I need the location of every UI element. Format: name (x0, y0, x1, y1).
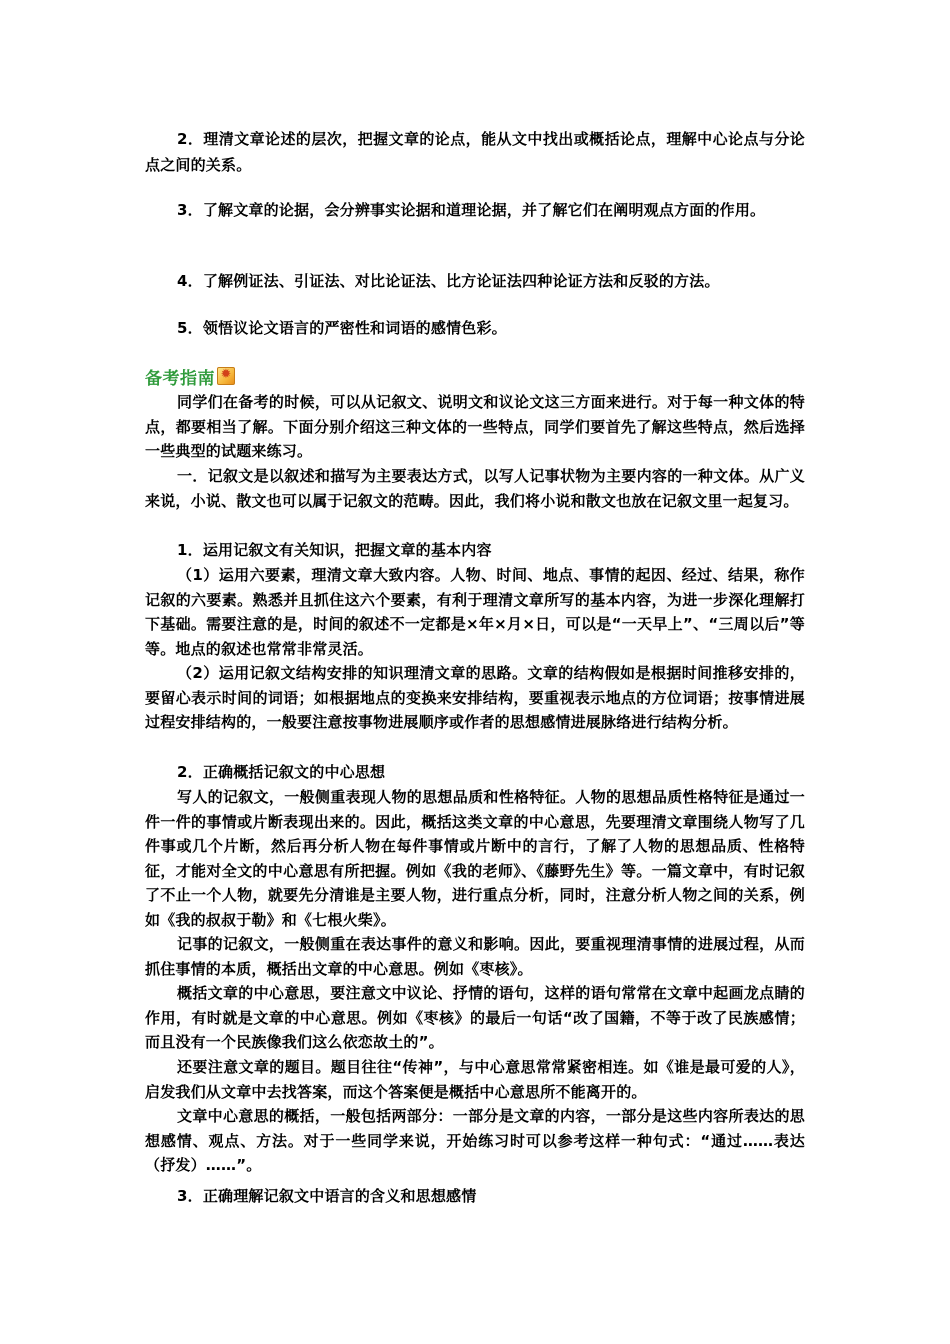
character-narrative-paragraph: 写人的记叙文，一般侧重表现人物的思想品质和性格特征。人物的思想品质性格特征是通过一件一件的事情或片断表现出来的。因此，概括这类文章的中心意思，先要理清文章围绕人物写了几件事或几个片断，然后再分析人物在每件事情或片断中的言行，了解了人物的思想品质、性格特征，才能对全文的中心意思有所把握。例如《我的老师》、《藤野先生》等。一篇文章中，有时记叙了不止一个人物，就要先分清谁是主要人物，进行重点分析，同时，注意分析人物之间的关系，例如《我的叔叔于勒》和《七根火柴》。 (145, 788, 805, 929)
six-elements-paragraph: （1）运用六要素，理清文章大致内容。人物、时间、地点、事情的起因、经过、结果，称作记叙的六要素。熟悉并且抓住这六个要素，有利于理清文章所写的基本内容，为进一步深化理解打下基础。需要注意的是，时间的叙述不一定都是×年×月×日，可以是“一天早上”、“三周以后”等等。地点的叙述也常常非常灵活。 (145, 566, 805, 658)
summarize-central-idea-paragraph: 概括文章的中心意思，要注意文中议论、抒情的语句，这样的语句常常在文章中起画龙点睛的作用，有时就是文章的中心意思。例如《枣核》的最后一句话“改了国籍，不等于改了民族感情；而且没有一个民族像我们这么依恋故土的”。 (145, 984, 805, 1051)
subheading-language-meaning: 3．正确理解记叙文中语言的含义和思想感情 (177, 1187, 477, 1205)
guide-intro-paragraph: 同学们在备考的时候，可以从记叙文、说明文和议论文这三方面来进行。对于每一种文体的特点，都要相当了解。下面分别介绍这三种文体的一些特点，同学们要首先了解这些特点，然后选择一些典型的试题来练习。 (145, 393, 805, 460)
title-attention-paragraph: 还要注意文章的题目。题目往往“传神”，与中心意思常常紧密相连。如《谁是最可爱的人》，启发我们从文章中去找答案，而这个答案便是概括中心意思所不能离开的。 (145, 1058, 805, 1101)
subheading-central-idea: 2．正确概括记叙文的中心思想 (177, 763, 386, 781)
event-narrative-paragraph: 记事的记叙文，一般侧重在表达事件的意义和影响。因此，要重视理清事情的进展过程，从而抓住事情的本质，概括出文章的中心意思。例如《枣核》。 (145, 935, 805, 978)
study-item-2: 2．理清文章论述的层次，把握文章的论点，能从文中找出或概括论点，理解中心论点与分论点之间的关系。 (145, 130, 805, 174)
section-heading (145, 364, 235, 388)
narrative-definition-paragraph: 一．记叙文是以叙述和描写为主要表达方式，以写人记事状物为主要内容的一种文体。从广义来说，小说、散文也可以属于记叙文的范畴。因此，我们将小说和散文也放在记叙文里一起复习。 (145, 467, 805, 510)
study-item-4: 4．了解例证法、引证法、对比论证法、比方论证法四种论证方法和反驳的方法。 (177, 272, 720, 290)
central-idea-format-paragraph: 文章中心意思的概括，一般包括两部分：一部分是文章的内容，一部分是这些内容所表达的思想感情、观点、方法。对于一些同学来说，开始练习时可以参考这样一种句式：“通过……表达（抒发）……”。 (145, 1107, 805, 1174)
subheading-basic-content: 1．运用记叙文有关知识，把握文章的基本内容 (177, 541, 492, 559)
study-item-5: 5．领悟议论文语言的严密性和词语的感情色彩。 (177, 319, 507, 337)
study-item-3: 3．了解文章的论据，会分辨事实论据和道理论据，并了解它们在阐明观点方面的作用。 (177, 201, 766, 219)
section-heading-text: 备考指南 (145, 368, 215, 389)
flower-badge-icon (217, 367, 235, 385)
structure-paragraph: （2）运用记叙文结构安排的知识理清文章的思路。文章的结构假如是根据时间推移安排的，要留心表示时间的词语；如根据地点的变换来安排结构，要重视表示地点的方位词语；按事情进展过程安排结构的，一般要注意按事物进展顺序或作者的思想感情进展脉络进行结构分析。 (145, 664, 805, 731)
